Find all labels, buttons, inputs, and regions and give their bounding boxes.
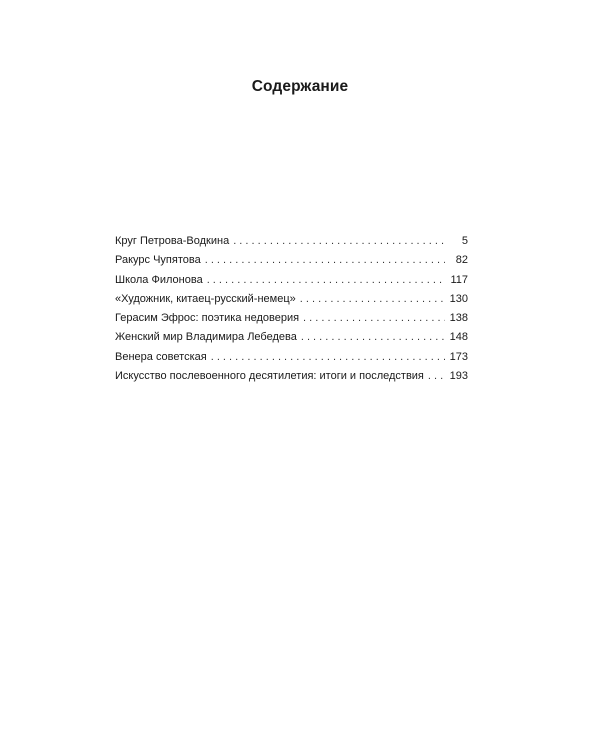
toc-entry-title: Герасим Эфрос: поэтика недоверия [115,312,300,325]
dot-leader [301,328,445,347]
dot-leader [300,290,445,309]
toc-entry-page-number: 173 [449,350,468,363]
toc-entry [115,271,468,290]
dot-leader [428,367,445,386]
dot-leader [303,309,445,328]
dot-leader [207,271,445,290]
toc-entry [115,367,468,386]
toc-entry [115,309,468,328]
toc-entry [115,232,468,251]
dot-leader [211,348,445,367]
toc-entry [115,348,468,367]
toc-entry-title: Круг Петрова-Водкина [115,235,230,247]
toc-entry-page-number: 82 [455,254,468,267]
toc-entry-title: «Художник, китаец-русский-немец» [115,292,296,305]
toc-entry-title: Искусство послевоенного десятилетия: итоги и последствия [115,370,424,383]
toc-entry-page-number: 148 [449,331,468,344]
toc-entry-title: Женский мир Владимира Лебедева [115,331,297,344]
dot-leader [233,232,445,251]
toc-entry-page-number: 130 [449,292,468,305]
toc-entry-page-number: 138 [449,312,468,325]
toc-entry [115,251,468,270]
page-title: Содержание [251,78,349,95]
toc-entry [115,328,468,347]
toc-entry-page-number: 5 [461,235,468,247]
toc-entry-title: Ракурс Чупятова [115,254,201,267]
toc-entry-title: Школа Филонова [115,273,203,286]
toc-entry [115,290,468,309]
table-of-contents [115,232,468,386]
toc-entry-page-number: 117 [450,273,468,286]
toc-entry-page-number: 193 [449,370,468,383]
toc-entry-title: Венера советская [115,350,207,363]
dot-leader [205,251,445,270]
